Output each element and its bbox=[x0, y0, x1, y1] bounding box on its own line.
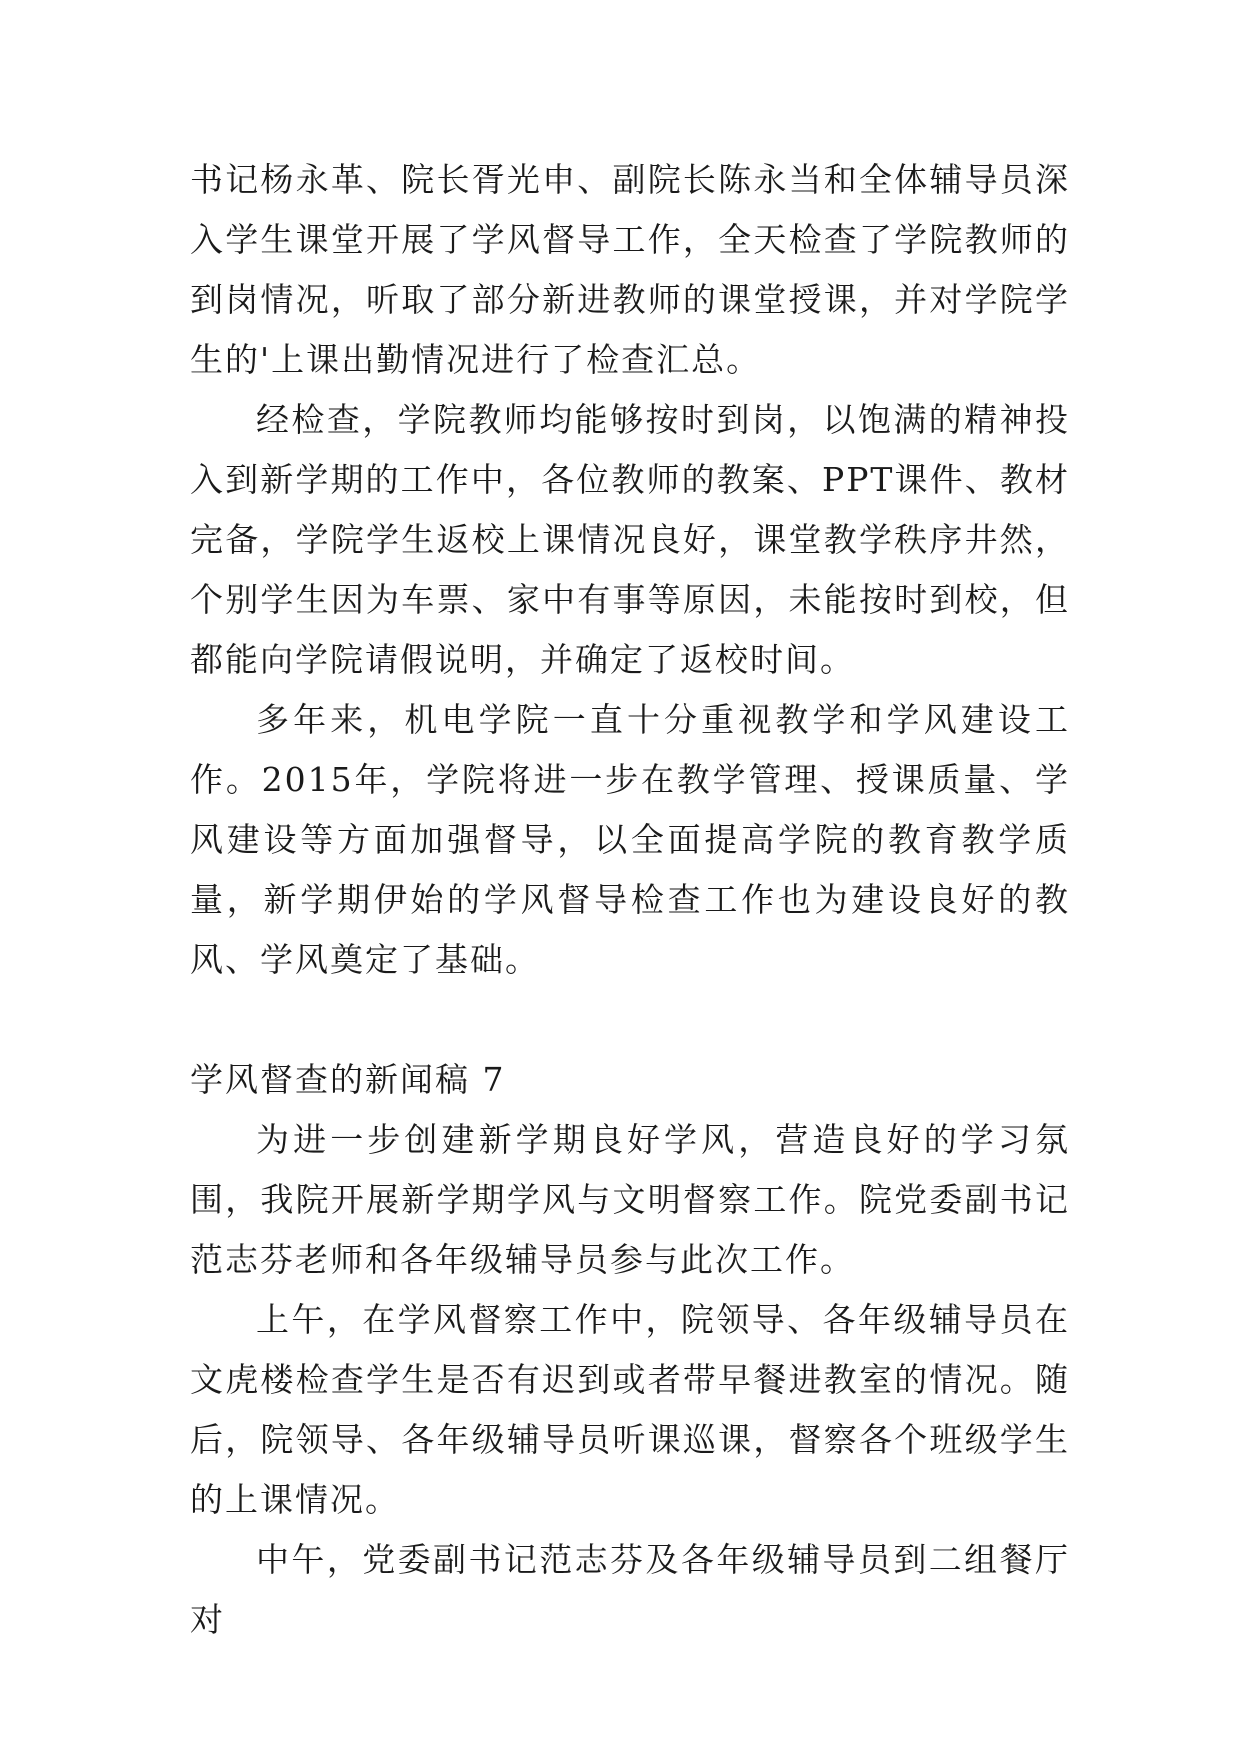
paragraph-noon: 中午，党委副书记范志芬及各年级辅导员到二组餐厅对 bbox=[190, 1540, 1070, 1639]
section-spacer bbox=[190, 990, 1070, 1050]
paragraph-conclusion: 多年来，机电学院一直十分重视教学和学风建设工作。2015年，学院将进一步在教学管理、授课质量、学风建设等方面加强督导，以全面提高学院的教育教学质量，新学期伊始的学风督导检查工作也为建设良好的教风、学风奠定了基础。 bbox=[190, 700, 1070, 979]
paragraph-morning: 上午，在学风督察工作中，院领导、各年级辅导员在文虎楼检查学生是否有迟到或者带早餐进教室的情况。随后，院领导、各年级辅导员听课巡课，督察各个班级学生的上课情况。 bbox=[190, 1300, 1070, 1519]
section-heading: 学风督查的新闻稿 7 bbox=[190, 1060, 506, 1099]
paragraph-intro: 为进一步创建新学期良好学风，营造良好的学习氛围，我院开展新学期学风与文明督察工作。院党委副书记范志芬老师和各年级辅导员参与此次工作。 bbox=[190, 1120, 1070, 1279]
document-body bbox=[190, 150, 1070, 1650]
paragraph-inspection-result: 经检查，学院教师均能够按时到岗，以饱满的精神投入到新学期的工作中，各位教师的教案、PPT课件、教材完备，学院学生返校上课情况良好，课堂教学秩序井然，个别学生因为车票、家中有事等原因，未能按时到校，但都能向学院请假说明，并确定了返校时间。 bbox=[190, 400, 1070, 679]
paragraph-continued-inspection: 书记杨永革、院长胥光申、副院长陈永当和全体辅导员深入学生课堂开展了学风督导工作，全天检查了学院教师的到岗情况，听取了部分新进教师的课堂授课，并对学院学生的'上课出勤情况进行了检查汇总。 bbox=[190, 160, 1070, 379]
